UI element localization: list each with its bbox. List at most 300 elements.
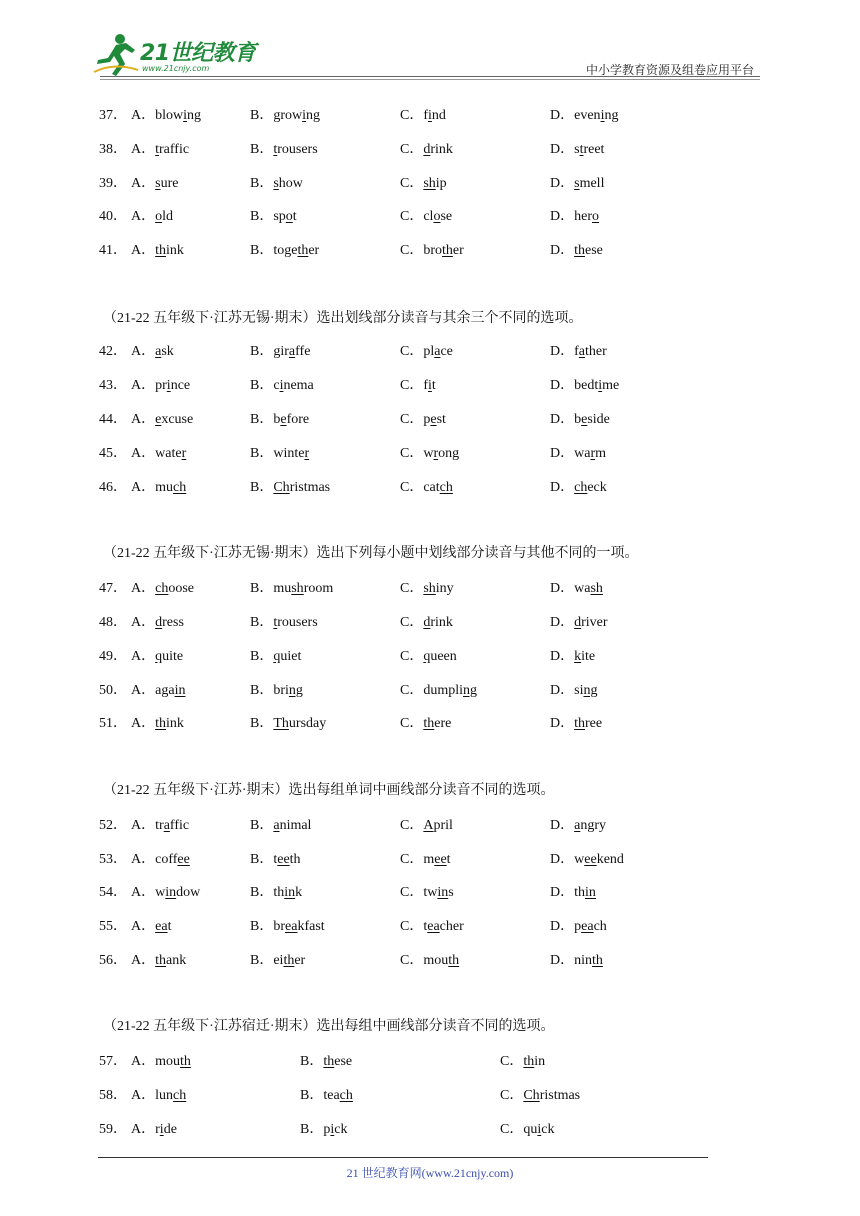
option-b: B．teeth — [250, 852, 301, 867]
option-a: A．mouth — [131, 1054, 191, 1069]
underlined-part: ee — [177, 852, 190, 867]
underlined-part: i — [600, 108, 605, 123]
option-d: D．weekend — [550, 852, 624, 867]
option-c: C．April — [400, 818, 453, 833]
question-number: 37． — [99, 108, 127, 123]
option-letter: A． — [131, 1122, 156, 1137]
underlined-part: q — [273, 649, 281, 664]
option-letter: A． — [131, 344, 156, 359]
question-number: 53． — [99, 852, 127, 867]
option-a: A．coffee — [131, 852, 190, 867]
option-letter: A． — [131, 176, 156, 191]
underlined-part: a — [155, 344, 162, 359]
option-c: C．wrong — [400, 446, 460, 461]
header-divider — [100, 76, 760, 77]
option-letter: A． — [131, 953, 156, 968]
underlined-part: i — [279, 378, 284, 393]
underlined-part: d — [155, 615, 163, 630]
option-letter: B． — [300, 1054, 324, 1069]
underlined-part: ch — [439, 480, 453, 495]
underlined-part: r — [304, 446, 310, 461]
question-number: 58． — [99, 1088, 127, 1103]
option-letter: D． — [550, 243, 575, 258]
option-letter: D． — [550, 885, 575, 900]
question-number: 49． — [99, 649, 127, 664]
option-letter: B． — [250, 209, 274, 224]
option-a: A．blowing — [131, 108, 202, 123]
option-b: B．quiet — [250, 649, 302, 664]
option-letter: C． — [400, 142, 424, 157]
underlined-part: ch — [155, 581, 169, 596]
question-number: 54． — [99, 885, 127, 900]
option-letter: C． — [400, 480, 424, 495]
option-letter: D． — [550, 412, 575, 427]
option-d: D．driver — [550, 615, 608, 630]
option-b: B．bring — [250, 683, 303, 698]
option-letter: A． — [131, 885, 156, 900]
option-c: C．place — [400, 344, 453, 359]
underlined-part: th — [155, 953, 167, 968]
option-a: A．much — [131, 480, 187, 495]
question-number: 41． — [99, 243, 127, 258]
option-letter: A． — [131, 818, 156, 833]
option-letter: B． — [250, 412, 274, 427]
option-letter: C． — [400, 683, 424, 698]
option-letter: B． — [250, 716, 274, 731]
runner-icon — [92, 32, 140, 78]
logo-url: www.21cnjy.com — [142, 64, 210, 73]
option-c: C．find — [400, 108, 446, 123]
option-letter: A． — [131, 919, 156, 934]
option-letter: B． — [250, 142, 274, 157]
option-letter: D． — [550, 716, 575, 731]
underlined-part: i — [428, 378, 432, 393]
underlined-part: a — [273, 818, 280, 833]
option-letter: A． — [131, 480, 156, 495]
option-letter: B． — [250, 852, 274, 867]
option-b: B．growing — [250, 108, 321, 123]
underlined-part: i — [330, 1122, 335, 1137]
option-letter: B． — [250, 683, 274, 698]
option-letter: B． — [250, 480, 274, 495]
option-letter: D． — [550, 108, 575, 123]
option-c: C．drink — [400, 142, 453, 157]
option-letter: D． — [550, 176, 575, 191]
question-number: 38． — [99, 142, 127, 157]
footer-text: 21 世纪教育网(www.21cnjy.com) — [346, 1166, 514, 1180]
underlined-part: e — [155, 412, 162, 427]
underlined-part: a — [434, 344, 441, 359]
underlined-part: th — [574, 716, 586, 731]
option-letter: B． — [250, 885, 274, 900]
option-c: C．there — [400, 716, 452, 731]
underlined-part: d — [423, 615, 431, 630]
option-a: A．think — [131, 243, 184, 258]
option-letter: C． — [500, 1088, 524, 1103]
underlined-part: ng — [583, 683, 598, 698]
option-letter: B． — [250, 243, 274, 258]
option-letter: A． — [131, 243, 156, 258]
question-number: 51． — [99, 716, 127, 731]
underlined-part: t — [273, 142, 278, 157]
option-letter: B． — [250, 818, 274, 833]
underlined-part: ch — [173, 1088, 187, 1103]
underlined-part: sh — [423, 176, 436, 191]
option-letter: C． — [400, 243, 424, 258]
underlined-part: sh — [291, 581, 304, 596]
underlined-part: e — [280, 412, 287, 427]
underlined-part: a — [578, 344, 586, 359]
underlined-part: i — [302, 108, 307, 123]
option-d: D．ninth — [550, 953, 603, 968]
heading-1: （21-22 五年级下·江苏无锡·期末）选出划线部分读音与其余三个不同的选项。 — [103, 311, 583, 326]
option-b: B．animal — [250, 818, 312, 833]
option-letter: B． — [250, 581, 274, 596]
option-b: B．before — [250, 412, 310, 427]
option-b: B．trousers — [250, 615, 318, 630]
option-letter: A． — [131, 108, 156, 123]
option-b: B．breakfast — [250, 919, 325, 934]
logo-text: 21世纪教育 — [140, 41, 256, 66]
option-b: B．giraffe — [250, 344, 311, 359]
option-c: C．dumpling — [400, 683, 478, 698]
option-c: C．fit — [400, 378, 436, 393]
option-letter: C． — [400, 615, 424, 630]
underlined-part: in — [437, 885, 449, 900]
option-letter: C． — [400, 108, 424, 123]
option-b: B．teach — [300, 1088, 353, 1103]
underlined-part: a — [163, 818, 170, 833]
underlined-part: th — [323, 1054, 335, 1069]
option-letter: D． — [550, 615, 575, 630]
underlined-part: r — [433, 446, 439, 461]
option-a: A．ride — [131, 1122, 177, 1137]
option-letter: A． — [131, 142, 156, 157]
option-a: A．ask — [131, 344, 174, 359]
heading-2: （21-22 五年级下·江苏无锡·期末）选出下列每小题中划线部分读音与其他不同的一项。 — [103, 546, 639, 561]
option-b: B．think — [250, 885, 303, 900]
question-number: 48． — [99, 615, 127, 630]
question-number: 55． — [99, 919, 127, 934]
option-letter: D． — [550, 649, 575, 664]
underlined-part: th — [448, 953, 460, 968]
underlined-part: d — [574, 615, 582, 630]
option-letter: A． — [131, 446, 156, 461]
underlined-part: e — [581, 412, 588, 427]
option-letter: D． — [550, 683, 575, 698]
underlined-part: e — [430, 412, 437, 427]
header-divider-2 — [100, 79, 760, 80]
option-letter: D． — [550, 581, 575, 596]
option-letter: A． — [131, 209, 156, 224]
underlined-part: ch — [339, 1088, 353, 1103]
option-letter: B． — [250, 953, 274, 968]
option-d: D．these — [550, 243, 603, 258]
option-c: C．close — [400, 209, 453, 224]
option-letter: A． — [131, 1054, 156, 1069]
underlined-part: o — [592, 209, 600, 224]
option-letter: C． — [400, 412, 424, 427]
underlined-part: t — [273, 615, 278, 630]
option-letter: B． — [250, 615, 274, 630]
underlined-part: s — [155, 176, 161, 191]
option-b: B．winter — [250, 446, 310, 461]
underlined-part: i — [159, 1122, 164, 1137]
underlined-part: o — [155, 209, 163, 224]
underlined-part: th — [297, 243, 309, 258]
platform-title: 中小学教育资源及组卷应用平台 — [585, 63, 754, 77]
underlined-part: th — [155, 243, 167, 258]
underlined-part: ng — [463, 683, 478, 698]
option-d: D．peach — [550, 919, 607, 934]
option-a: A．old — [131, 209, 174, 224]
underlined-part: th — [523, 1054, 535, 1069]
option-a: A．window — [131, 885, 201, 900]
underlined-part: s — [273, 176, 279, 191]
underlined-part: i — [598, 378, 603, 393]
underlined-part: k — [574, 649, 582, 664]
option-letter: D． — [550, 480, 575, 495]
option-letter: D． — [550, 919, 575, 934]
underlined-part: Th — [273, 716, 289, 731]
question-number: 43． — [99, 378, 127, 393]
option-letter: C． — [400, 176, 424, 191]
option-c: C．queen — [400, 649, 457, 664]
underlined-part: ch — [574, 480, 588, 495]
question-number: 52． — [99, 818, 127, 833]
option-a: A．traffic — [131, 142, 190, 157]
option-letter: D． — [550, 378, 575, 393]
underlined-part: ee — [434, 852, 447, 867]
underlined-part: in — [174, 683, 186, 698]
option-b: B．together — [250, 243, 320, 258]
option-b: B．trousers — [250, 142, 318, 157]
underlined-part: i — [183, 108, 188, 123]
underlined-part: ng — [288, 683, 303, 698]
question-number: 57． — [99, 1054, 127, 1069]
underlined-part: ee — [584, 852, 597, 867]
option-letter: B． — [250, 108, 274, 123]
option-letter: A． — [131, 615, 156, 630]
underlined-part: d — [423, 142, 431, 157]
option-d: D．kite — [550, 649, 596, 664]
option-c: C．quick — [500, 1122, 555, 1137]
option-letter: A． — [131, 412, 156, 427]
option-letter: D． — [550, 142, 575, 157]
underlined-part: th — [283, 953, 295, 968]
option-d: D．street — [550, 142, 605, 157]
option-letter: A． — [131, 378, 156, 393]
underlined-part: o — [285, 209, 293, 224]
option-letter: C． — [400, 344, 424, 359]
option-letter: D． — [550, 446, 575, 461]
option-letter: C． — [400, 953, 424, 968]
option-d: D．wash — [550, 581, 603, 596]
option-letter: C． — [400, 209, 424, 224]
option-letter: A． — [131, 581, 156, 596]
underlined-part: th — [574, 243, 586, 258]
underlined-part: th — [180, 1054, 191, 1069]
option-d: D．beside — [550, 412, 610, 427]
underlined-part: t — [579, 142, 584, 157]
underlined-part: i — [537, 1122, 542, 1137]
underlined-part: a — [288, 344, 296, 359]
underlined-part: q — [423, 649, 431, 664]
question-number: 56． — [99, 953, 127, 968]
option-d: D．warm — [550, 446, 607, 461]
option-letter: C． — [400, 649, 424, 664]
option-letter: C． — [400, 378, 424, 393]
underlined-part: ch — [173, 480, 187, 495]
option-a: A．lunch — [131, 1088, 187, 1103]
option-letter: B． — [250, 919, 274, 934]
option-letter: A． — [131, 716, 156, 731]
option-c: C．Christmas — [500, 1088, 581, 1103]
option-b: B．pick — [300, 1122, 348, 1137]
option-b: B．either — [250, 953, 306, 968]
option-letter: D． — [550, 344, 575, 359]
option-letter: C． — [400, 919, 424, 934]
underlined-part: in — [585, 885, 596, 900]
underlined-part: Ch — [523, 1088, 540, 1103]
underlined-part: a — [574, 818, 581, 833]
option-a: A．eat — [131, 919, 172, 934]
underlined-part: ea — [427, 919, 440, 934]
option-b: B．mushroom — [250, 581, 334, 596]
option-c: C．catch — [400, 480, 453, 495]
underlined-part: Ch — [273, 480, 290, 495]
option-d: D．hero — [550, 209, 600, 224]
underlined-part: o — [433, 209, 441, 224]
option-letter: B． — [250, 446, 274, 461]
option-letter: A． — [131, 683, 156, 698]
option-c: C．meet — [400, 852, 451, 867]
option-a: A．think — [131, 716, 184, 731]
underlined-part: r — [590, 446, 596, 461]
option-c: C．thin — [500, 1054, 546, 1069]
question-number: 39． — [99, 176, 127, 191]
option-letter: D． — [550, 209, 575, 224]
footer-divider — [98, 1157, 708, 1158]
underlined-part: t — [155, 142, 160, 157]
option-letter: B． — [250, 176, 274, 191]
option-b: B．Christmas — [250, 480, 331, 495]
underlined-part: r — [181, 446, 187, 461]
option-letter: C． — [400, 885, 424, 900]
option-a: A．sure — [131, 176, 179, 191]
option-a: A．choose — [131, 581, 195, 596]
site-logo — [92, 32, 262, 78]
option-letter: C． — [500, 1122, 524, 1137]
underlined-part: th — [592, 953, 603, 968]
option-letter: C． — [400, 852, 424, 867]
option-letter: C． — [400, 716, 424, 731]
option-c: C．drink — [400, 615, 453, 630]
option-d: D．three — [550, 716, 603, 731]
underlined-part: th — [442, 243, 453, 258]
option-d: D．angry — [550, 818, 607, 833]
option-c: C．mouth — [400, 953, 460, 968]
option-b: B．spot — [250, 209, 297, 224]
option-letter: C． — [400, 446, 424, 461]
underlined-part: ea — [581, 919, 594, 934]
option-c: C．ship — [400, 176, 447, 191]
underlined-part: i — [166, 378, 171, 393]
option-d: D．thin — [550, 885, 596, 900]
option-letter: D． — [550, 953, 575, 968]
option-c: C．brother — [400, 243, 464, 258]
option-d: D．bedtime — [550, 378, 620, 393]
option-a: A．water — [131, 446, 187, 461]
underlined-part: q — [155, 649, 163, 664]
question-number: 44． — [99, 412, 127, 427]
underlined-part: ee — [277, 852, 290, 867]
underlined-part: ea — [155, 919, 168, 934]
option-d: D．father — [550, 344, 607, 359]
option-letter: C． — [500, 1054, 524, 1069]
option-letter: C． — [400, 818, 424, 833]
option-b: B．these — [300, 1054, 353, 1069]
option-letter: D． — [550, 818, 575, 833]
underlined-part: A — [423, 818, 434, 833]
option-letter: B． — [250, 649, 274, 664]
option-b: B．Thursday — [250, 716, 327, 731]
option-a: A．excuse — [131, 412, 194, 427]
option-a: A．quite — [131, 649, 184, 664]
underlined-part: th — [423, 716, 435, 731]
option-letter: B． — [250, 378, 274, 393]
option-letter: A． — [131, 649, 156, 664]
question-number: 47． — [99, 581, 127, 596]
question-number: 50． — [99, 683, 127, 698]
underlined-part: in — [284, 885, 296, 900]
underlined-part: ea — [285, 919, 298, 934]
underlined-part: s — [574, 176, 580, 191]
question-number: 45． — [99, 446, 127, 461]
option-d: D．smell — [550, 176, 605, 191]
option-letter: A． — [131, 1088, 156, 1103]
heading-4: （21-22 五年级下·江苏宿迁·期末）选出每组中画线部分读音不同的选项。 — [103, 1019, 555, 1034]
option-a: A．thank — [131, 953, 187, 968]
option-letter: A． — [131, 852, 156, 867]
question-number: 40． — [99, 209, 127, 224]
option-d: D．sing — [550, 683, 598, 698]
underlined-part: sh — [590, 581, 603, 596]
underlined-part: th — [155, 716, 167, 731]
option-letter: B． — [250, 344, 274, 359]
option-d: D．check — [550, 480, 607, 495]
heading-3: （21-22 五年级下·江苏·期末）选出每组单词中画线部分读音不同的选项。 — [103, 783, 555, 798]
underlined-part: i — [428, 108, 432, 123]
option-a: A．traffic — [131, 818, 190, 833]
option-c: C．twins — [400, 885, 454, 900]
page-header — [0, 0, 860, 82]
option-letter: C． — [400, 581, 424, 596]
option-c: C．shiny — [400, 581, 454, 596]
option-letter: B． — [300, 1088, 324, 1103]
option-a: A．again — [131, 683, 186, 698]
option-c: C．teacher — [400, 919, 464, 934]
question-number: 42． — [99, 344, 127, 359]
option-a: A．prince — [131, 378, 191, 393]
option-b: B．show — [250, 176, 303, 191]
option-letter: D． — [550, 852, 575, 867]
question-number: 59． — [99, 1122, 127, 1137]
option-d: D．evening — [550, 108, 619, 123]
question-number: 46． — [99, 480, 127, 495]
underlined-part: in — [165, 885, 177, 900]
option-a: A．dress — [131, 615, 184, 630]
